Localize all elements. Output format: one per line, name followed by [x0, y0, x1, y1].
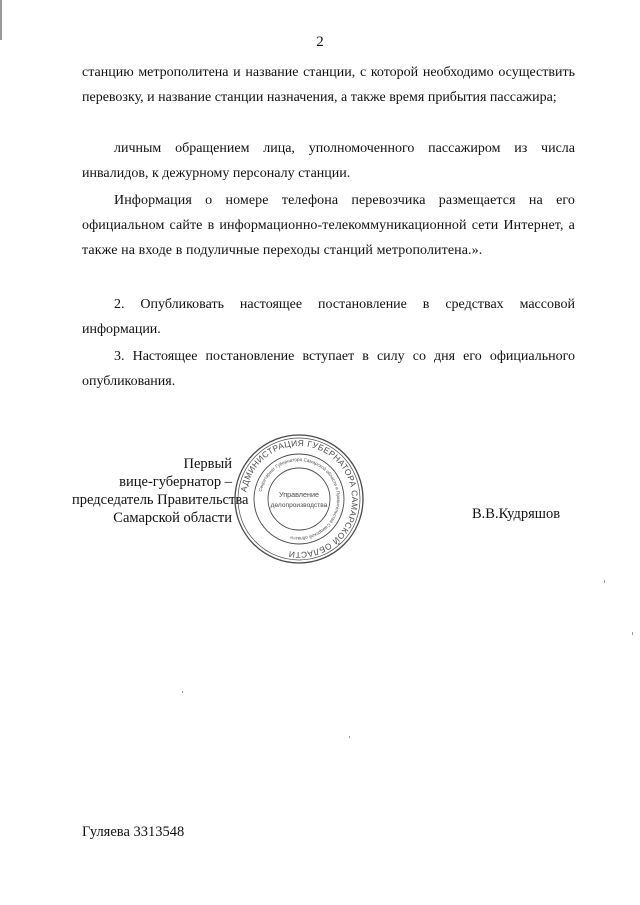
scan-edge-mark [0, 0, 2, 40]
scan-speck [632, 632, 633, 635]
signatory-title-line: вице-губернатор – [119, 474, 232, 490]
scan-speck [604, 580, 605, 583]
paragraph-publish: 2. Опубликовать настоящее постановление в средствах массовой информации. [82, 297, 575, 337]
signatory-title-line: председатель Правительства [72, 492, 249, 508]
signatory-name: В.В.Кудряшов [472, 506, 561, 522]
seal-center-line2: делопроизводства [270, 502, 328, 509]
paragraph-effective: 3. Настоящее постановление вступает в силу со дня его официального опубликования. [82, 349, 575, 389]
signatory-title-line: Самарской области [113, 510, 232, 526]
paragraph-personal-request: личным обращением лица, уполномоченного пассажиром из числа инвалидов, к дежурному персоналу станции. [82, 141, 575, 181]
seal-center-line1: Управление [279, 490, 319, 499]
official-seal [232, 432, 366, 566]
seal-inner-text: Секретариат Губернатора Самарской области и Правительства Самарской области [257, 456, 342, 542]
seal-outer-text: АДМИНИСТРАЦИЯ ГУБЕРНАТОРА САМАРСКОЙ ОБЛАСТИ [238, 437, 361, 561]
signatory-title [72, 455, 249, 527]
page-number: 2 [316, 34, 324, 50]
executor-contact: Гуляева 3313548 [82, 824, 185, 840]
scan-speck [182, 691, 183, 693]
scan-speck [349, 736, 350, 738]
signatory-title-line: Первый [183, 456, 232, 472]
paragraph-station-info: станцию метрополитена и название станции, с которой необходимо осуществить перевозку, и название станции назначения, а также время прибытия пассажира; [82, 65, 575, 105]
paragraph-phone-info: Информация о номере телефона перевозчика размещается на его официальном сайте в информационно-телекоммуникационной сети Интернет, а также на входе в подуличные переходы станций метрополитена.». [82, 193, 575, 258]
